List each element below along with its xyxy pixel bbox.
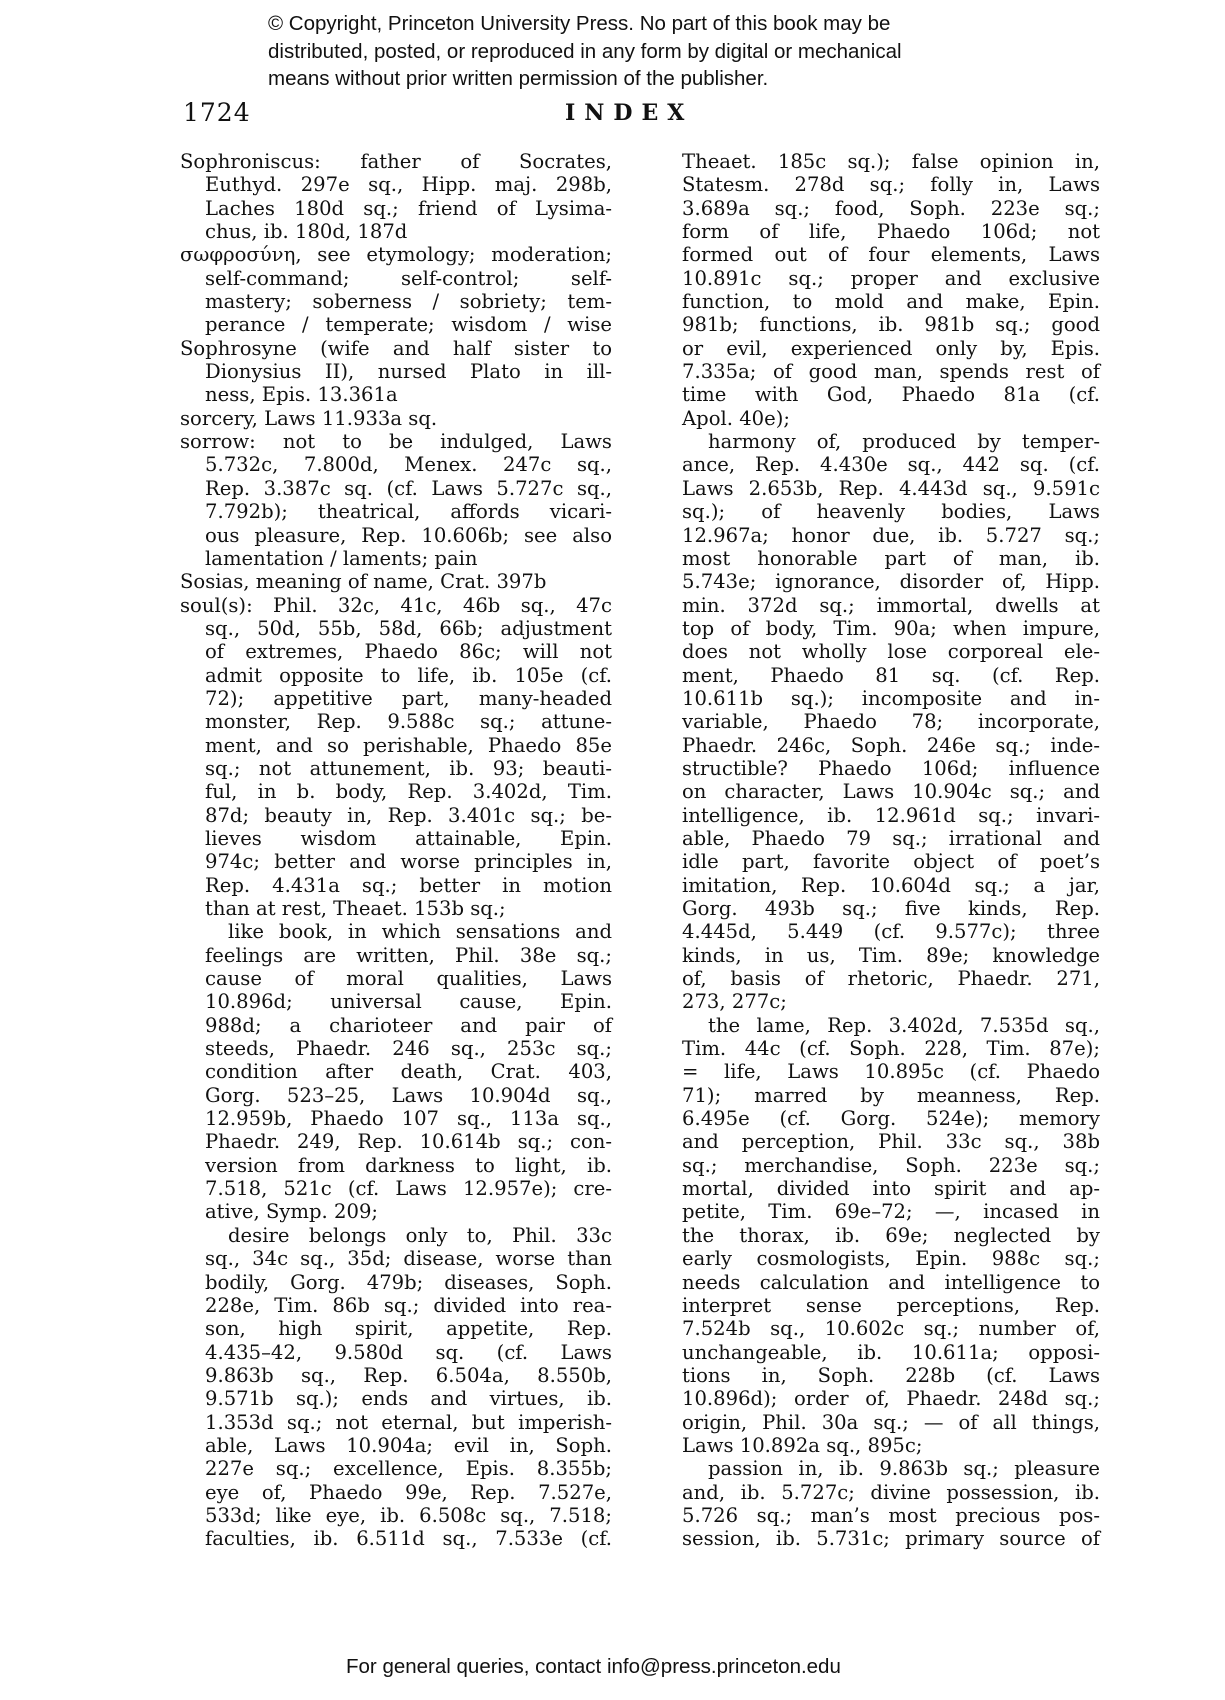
index-line: lieves wisdom attainable, Epin. [205, 826, 612, 850]
index-line: 5.726 sq.; man’s most precious pos- [682, 1503, 1100, 1527]
index-line: session, ib. 5.731c; primary source of [682, 1527, 1100, 1551]
index-line: 1.353d sq.; not eternal, but imperish- [205, 1410, 612, 1434]
index-line: the lame, Rep. 3.402d, 7.535d sq., [708, 1013, 1100, 1037]
index-column-left [180, 150, 612, 1551]
index-line: Theaet. 185c sq.); false opinion in, [682, 150, 1100, 173]
index-line: condition after death, Crat. 403, [205, 1060, 612, 1084]
index-line: intelligence, ib. 12.961d sq.; invari- [682, 803, 1100, 827]
index-line: sorrow: not to be indulged, Laws [180, 430, 612, 454]
index-line: bodily, Gorg. 479b; diseases, Soph. [205, 1270, 612, 1294]
index-line: Tim. 44c (cf. Soph. 228, Tim. 87e); [682, 1037, 1100, 1061]
index-line: sq., 34c sq., 35d; disease, worse than [205, 1247, 612, 1271]
index-line: 7.518, 521c (cf. Laws 12.957e); cre- [205, 1177, 612, 1201]
index-line: able, Phaedo 79 sq.; irrational and [682, 826, 1100, 850]
index-line: mortal, divided into spirit and ap- [682, 1177, 1100, 1201]
index-line: 5.743e; ignorance, disorder of, Hipp. [682, 570, 1100, 594]
index-line: and, ib. 5.727c; divine possession, ib. [682, 1480, 1100, 1504]
index-line: 228e, Tim. 86b sq.; divided into rea- [205, 1293, 612, 1317]
index-line: or evil, experienced only by, Epis. [682, 336, 1100, 360]
index-line: Laws 2.653b, Rep. 4.443d sq., 9.591c [682, 476, 1100, 500]
copyright-notice [268, 10, 1028, 93]
index-line: 4.435–42, 9.580d sq. (cf. Laws [205, 1340, 612, 1364]
index-line: of extremes, Phaedo 86c; will not [205, 640, 612, 664]
index-line: 9.863b sq., Rep. 6.504a, 8.550b, [205, 1363, 612, 1387]
index-line: 6.495e (cf. Gorg. 524e); memory [682, 1107, 1100, 1131]
index-line: 12.959b, Phaedo 107 sq., 113a sq., [205, 1107, 612, 1131]
index-line: 988d; a charioteer and pair of [205, 1013, 612, 1037]
index-line: sq., 50d, 55b, 58d, 66b; adjustment [205, 616, 612, 640]
index-line: Sophrosyne (wife and half sister to [180, 336, 612, 360]
index-line: faculties, ib. 6.511d sq., 7.533e (cf. [205, 1527, 612, 1551]
index-line: eye of, Phaedo 99e, Rep. 7.527e, [205, 1480, 612, 1504]
index-line: like book, in which sensations and [228, 920, 612, 944]
copyright-line: © Copyright, Princeton University Press. No part of this book may be [268, 12, 891, 35]
index-line: Euthyd. 297e sq., Hipp. maj. 298b, [205, 173, 612, 197]
index-line: ment, Phaedo 81 sq. (cf. Rep. [682, 663, 1100, 687]
index-line: time with God, Phaedo 81a (cf. [682, 383, 1100, 407]
index-line: ful, in b. body, Rep. 3.402d, Tim. [205, 780, 612, 804]
copyright-line: distributed, posted, or reproduced in any form by digital or mechanical [268, 39, 902, 63]
index-line: perance / temperate; wisdom / wise [205, 313, 612, 337]
index-line: Sophroniscus: father of Socrates, [180, 150, 612, 173]
index-line: kinds, in us, Tim. 89e; knowledge [682, 943, 1100, 967]
index-line: ative, Symp. 209; [205, 1200, 379, 1224]
index-line: early cosmologists, Epin. 988c sq.; [682, 1247, 1100, 1271]
index-line: most honorable part of man, ib. [682, 546, 1100, 570]
index-line: cause of moral qualities, Laws [205, 967, 612, 991]
index-line: on character, Laws 10.904c sq.; and [682, 780, 1100, 804]
index-line: 981b; functions, ib. 981b sq.; good [682, 313, 1100, 337]
index-line: monster, Rep. 9.588c sq.; attune- [205, 710, 612, 734]
index-line: ance, Rep. 4.430e sq., 442 sq. (cf. [682, 453, 1100, 477]
index-line: Laws 10.892a sq., 895c; [682, 1433, 923, 1457]
index-line: 974c; better and worse principles in, [205, 850, 612, 874]
index-line: chus, ib. 180d, 187d [205, 220, 408, 244]
index-line: ment, and so perishable, Phaedo 85e [205, 733, 612, 757]
index-line: origin, Phil. 30a sq.; — of all things, [682, 1410, 1100, 1434]
index-line: petite, Tim. 69e–72; —, incased in [682, 1200, 1100, 1224]
index-line: 4.445d, 5.449 (cf. 9.577c); three [682, 920, 1100, 944]
index-line: lamentation / laments; pain [205, 546, 478, 570]
index-line: Phaedr. 246c, Soph. 246e sq.; inde- [682, 733, 1100, 757]
index-line: unchangeable, ib. 10.611a; opposi- [682, 1340, 1100, 1364]
index-line: variable, Phaedo 78; incorporate, [682, 710, 1100, 734]
index-line: and perception, Phil. 33c sq., 38b [682, 1130, 1100, 1154]
index-line: Rep. 3.387c sq. (cf. Laws 5.727c sq., [205, 476, 612, 500]
index-line: the thorax, ib. 69e; neglected by [682, 1223, 1100, 1247]
index-column-right [682, 150, 1100, 1551]
index-line: passion in, ib. 9.863b sq.; pleasure [708, 1457, 1100, 1481]
index-line: 7.792b); theatrical, affords vicari- [205, 500, 612, 524]
index-line: 273, 277c; [682, 990, 787, 1014]
index-line: 10.896d); order of, Phaedr. 248d sq.; [682, 1387, 1100, 1411]
index-line: 3.689a sq.; food, Soph. 223e sq.; [682, 196, 1100, 220]
index-line: 533d; like eye, ib. 6.508c sq., 7.518; [205, 1503, 612, 1527]
index-line: tions in, Soph. 228b (cf. Laws [682, 1363, 1100, 1387]
index-line: σωφροσύνη, see etymology; moderation; [180, 243, 612, 267]
index-line: able, Laws 10.904a; evil in, Soph. [205, 1433, 612, 1457]
index-line: 227e sq.; excellence, Epis. 8.355b; [205, 1457, 612, 1481]
index-line: sq.); of heavenly bodies, Laws [682, 500, 1100, 524]
index-line: Laches 180d sq.; friend of Lysima- [205, 196, 612, 220]
index-line: sq.; not attunement, ib. 93; beauti- [205, 756, 612, 780]
index-line: harmony of, produced by temper- [708, 430, 1100, 454]
running-head: INDEX [565, 100, 694, 126]
index-line: 7.524b sq., 10.602c sq.; number of, [682, 1317, 1100, 1341]
index-line: interpret sense perceptions, Rep. [682, 1293, 1100, 1317]
index-line: does not wholly lose corporeal ele- [682, 640, 1100, 664]
index-line: 87d; beauty in, Rep. 3.401c sq.; be- [205, 803, 612, 827]
index-line: Rep. 4.431a sq.; better in motion [205, 873, 612, 897]
index-line: of, basis of rhetoric, Phaedr. 271, [682, 967, 1100, 991]
index-line: desire belongs only to, Phil. 33c [228, 1223, 612, 1247]
index-line: Apol. 40e); [682, 406, 790, 430]
index-line: ous pleasure, Rep. 10.606b; see also [205, 523, 612, 547]
index-line: Dionysius II), nursed Plato in ill- [205, 360, 612, 384]
index-line: form of life, Phaedo 106d; not [682, 220, 1100, 244]
index-line: son, high spirit, appetite, Rep. [205, 1317, 612, 1341]
index-line: ness, Epis. 13.361a [205, 383, 398, 407]
index-line: steeds, Phaedr. 246 sq., 253c sq.; [205, 1037, 612, 1061]
index-line: = life, Laws 10.895c (cf. Phaedo [682, 1060, 1100, 1084]
index-line: 9.571b sq.); ends and virtues, ib. [205, 1387, 612, 1411]
index-line: feelings are written, Phil. 38e sq.; [205, 943, 612, 967]
index-line: Gorg. 493b sq.; five kinds, Rep. [682, 897, 1100, 920]
index-line: formed out of four elements, Laws [682, 243, 1100, 267]
index-line: Sosias, meaning of name, Crat. 397b [180, 570, 547, 594]
index-line: idle part, favorite object of poet’s [682, 850, 1100, 874]
index-line: Statesm. 278d sq.; folly in, Laws [682, 173, 1100, 197]
index-line: 10.891c sq.; proper and exclusive [682, 266, 1100, 290]
index-line: self-command; self-control; self- [205, 266, 612, 290]
index-line: 10.611b sq.); incomposite and in- [682, 686, 1100, 710]
index-line: mastery; soberness / sobriety; tem- [205, 290, 612, 314]
footer-contact: For general queries, contact info@press.princeton.edu [346, 1655, 841, 1678]
index-line: 12.967a; honor due, ib. 5.727 sq.; [682, 523, 1100, 547]
index-line: admit opposite to life, ib. 105e (cf. [205, 663, 612, 687]
index-line: sorcery, Laws 11.933a sq. [180, 406, 438, 430]
index-line: Phaedr. 249, Rep. 10.614b sq.; con- [205, 1130, 612, 1154]
index-line: top of body, Tim. 90a; when impure, [682, 616, 1100, 640]
index-line: imitation, Rep. 10.604d sq.; a jar, [682, 873, 1100, 897]
index-line: 72); appetitive part, many-headed [205, 686, 612, 710]
index-line: than at rest, Theaet. 153b sq.; [205, 897, 506, 920]
index-line: structible? Phaedo 106d; influence [682, 756, 1100, 780]
index-line: 10.896d; universal cause, Epin. [205, 990, 612, 1014]
index-line: 71); marred by meanness, Rep. [682, 1083, 1100, 1107]
index-line: min. 372d sq.; immortal, dwells at [682, 593, 1100, 617]
copyright-line: means without prior written permission of the publisher. [268, 67, 769, 90]
index-line: Gorg. 523–25, Laws 10.904d sq., [205, 1083, 612, 1107]
index-line: soul(s): Phil. 32c, 41c, 46b sq., 47c [180, 593, 612, 617]
index-line: 7.335a; of good man, spends rest of [682, 360, 1100, 384]
index-line: function, to mold and make, Epin. [682, 290, 1100, 314]
index-line: version from darkness to light, ib. [205, 1153, 612, 1177]
page-number: 1724 [183, 98, 251, 127]
index-line: needs calculation and intelligence to [682, 1270, 1100, 1294]
index-line: 5.732c, 7.800d, Menex. 247c sq., [205, 453, 612, 477]
index-line: sq.; merchandise, Soph. 223e sq.; [682, 1153, 1100, 1177]
